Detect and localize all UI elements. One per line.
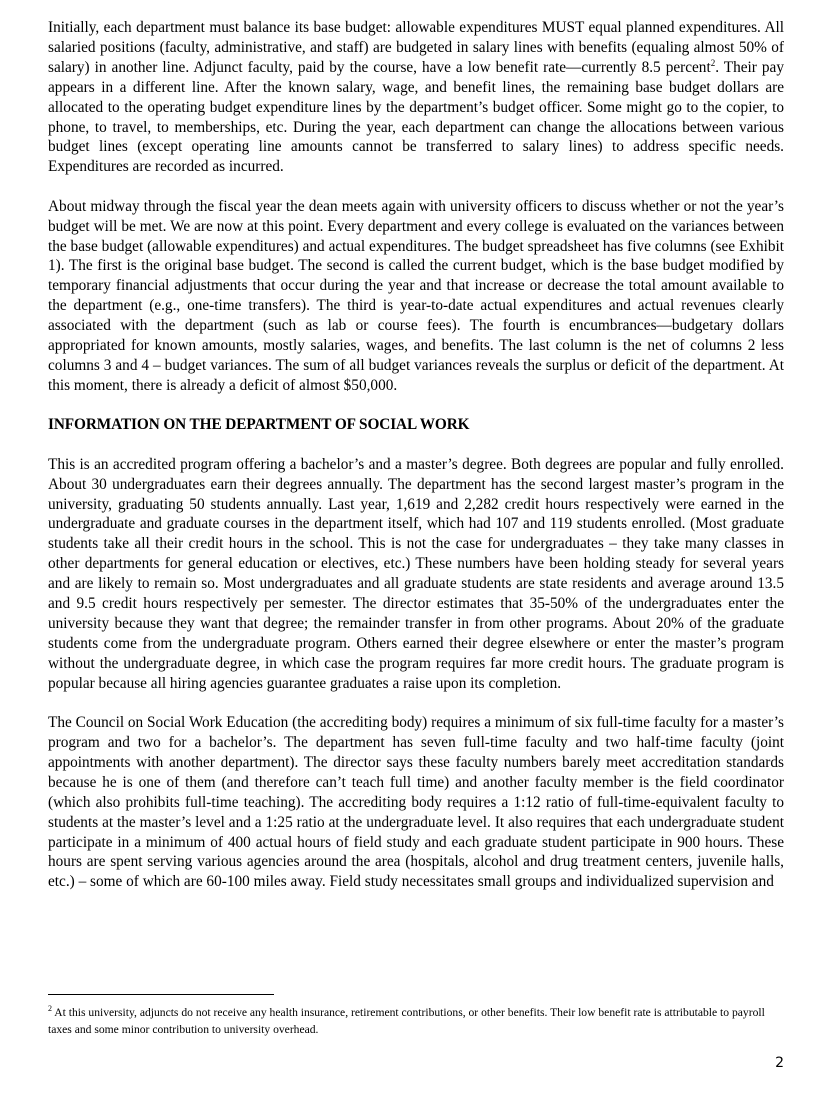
paragraph-text: . Their pay appears in a different line. After the known salary, wage, and benefit lines, the remaining base budget dollars are allocated to the operating budget expenditure lines by the department’s budget officer. Some might go to the copier, to phone, to travel, to memberships, etc. During the year, each department can change the allocations between various budget lines (except operating line amounts cannot be transferred to salary lines) to address specific needs. Expenditures are recorded as incurred. [48,58,784,176]
footnote-separator [48,994,274,995]
paragraph-text: Initially, each department must balance its base budget: allowable expenditures MUST equal planned expenditures. All salaried positions (faculty, administrative, and staff) are budgeted in salary lines with benefits (equaling almost 50% of salary) in another line. Adjunct faculty, paid by the course, have a low benefit rate—currently 8.5 percent [48,19,784,76]
footnote-number: 2 [48,1004,52,1014]
paragraph-accreditation: The Council on Social Work Education (the accrediting body) requires a minimum of six full-time faculty for a master’s program and two for a bachelor’s. The department has seven full-time faculty and two half-time faculty (joint appointments with another department). The director says these faculty numbers barely meet accreditation standards because he is one of them (and therefore can’t teach full time) and another faculty member is the field coordinator (which also prohibits full-time teaching). The accrediting body requires a 1:12 ratio of full-time-equivalent faculty to students at the master’s level and a 1:25 ratio at the undergraduate level. It also requires that each undergraduate student participate in a minimum of 400 actual hours of field study and each graduate student participate in 900 hours. These hours are spent serving various agencies around the area (hospitals, alcohol and drug treatment centers, juvenile halls, etc.) – some of which are 60-100 miles away. Field study necessitates small groups and individualized supervision and [48,714,784,891]
paragraph-midyear-review: About midway through the fiscal year the dean meets again with university officers to discuss whether or not the year’s budget will be met. We are now at this point. Every department and every college is evaluated on the variances between the base budget (allowable expenditures) and actual expenditures. The budget spreadsheet has five columns (see Exhibit 1). The first is the original base budget. The second is called the current budget, which is the base budget modified by temporary financial adjustments that occur during the year and that increase or decrease the total amount available to the department (e.g., one-time transfers). The third is year-to-date actual expenditures and actual revenues clearly associated with the department (such as lab or course fees). The fourth is encumbrances—budgetary dollars appropriated for known amounts, mostly salaries, wages, and benefits. The last column is the net of columns 2 less columns 3 and 4 – budget variances. The sum of all budget variances reveals the surplus or deficit of the department. At this moment, there is already a deficit of almost $50,000. [48,197,784,394]
section-heading: INFORMATION ON THE DEPARTMENT OF SOCIAL WORK [48,416,470,434]
footnote-reference[interactable]: 2 [710,57,716,68]
paragraph-base-budget [48,18,784,177]
footnote-text: At this university, adjuncts do not receive any health insurance, retirement contributions, or other benefits. Their low benefit rate is attributable to payroll taxes and some minor contribution to university overhead. [48,1006,765,1036]
footnote [48,1004,788,1038]
document-page [48,18,784,912]
paragraph-program-info: This is an accredited program offering a bachelor’s and a master’s degree. Both degrees are popular and fully enrolled. About 30 undergraduates earn their degrees annually. The department has the second largest master’s program in the university, graduating 50 students annually. Last year, 1,619 and 2,282 credit hours respectively were earned in the undergraduate and graduate courses in the department itself, which had 107 and 119 students enrolled. (Most graduate students take all their credit hours in the school. This is not the case for undergraduates – they take many classes in other departments for general education or electives, etc.) These numbers have been holding steady for several years and are likely to remain so. Most undergraduates and all graduate students are state residents and average around 13.5 and 9.5 credit hours respectively per semester. The director estimates that 35-50% of the undergraduates enter the university because they want that degree; the remainder transfer in from other programs. About 20% of the graduate students come from the undergraduate program. Others earned their degree elsewhere or enter the master’s program without the undergraduate degree, in which case the program requires far more credit hours. The graduate program is popular because all hiring agencies guarantee graduates a raise upon its completion. [48,455,784,692]
page-number: 2 [775,1055,784,1071]
